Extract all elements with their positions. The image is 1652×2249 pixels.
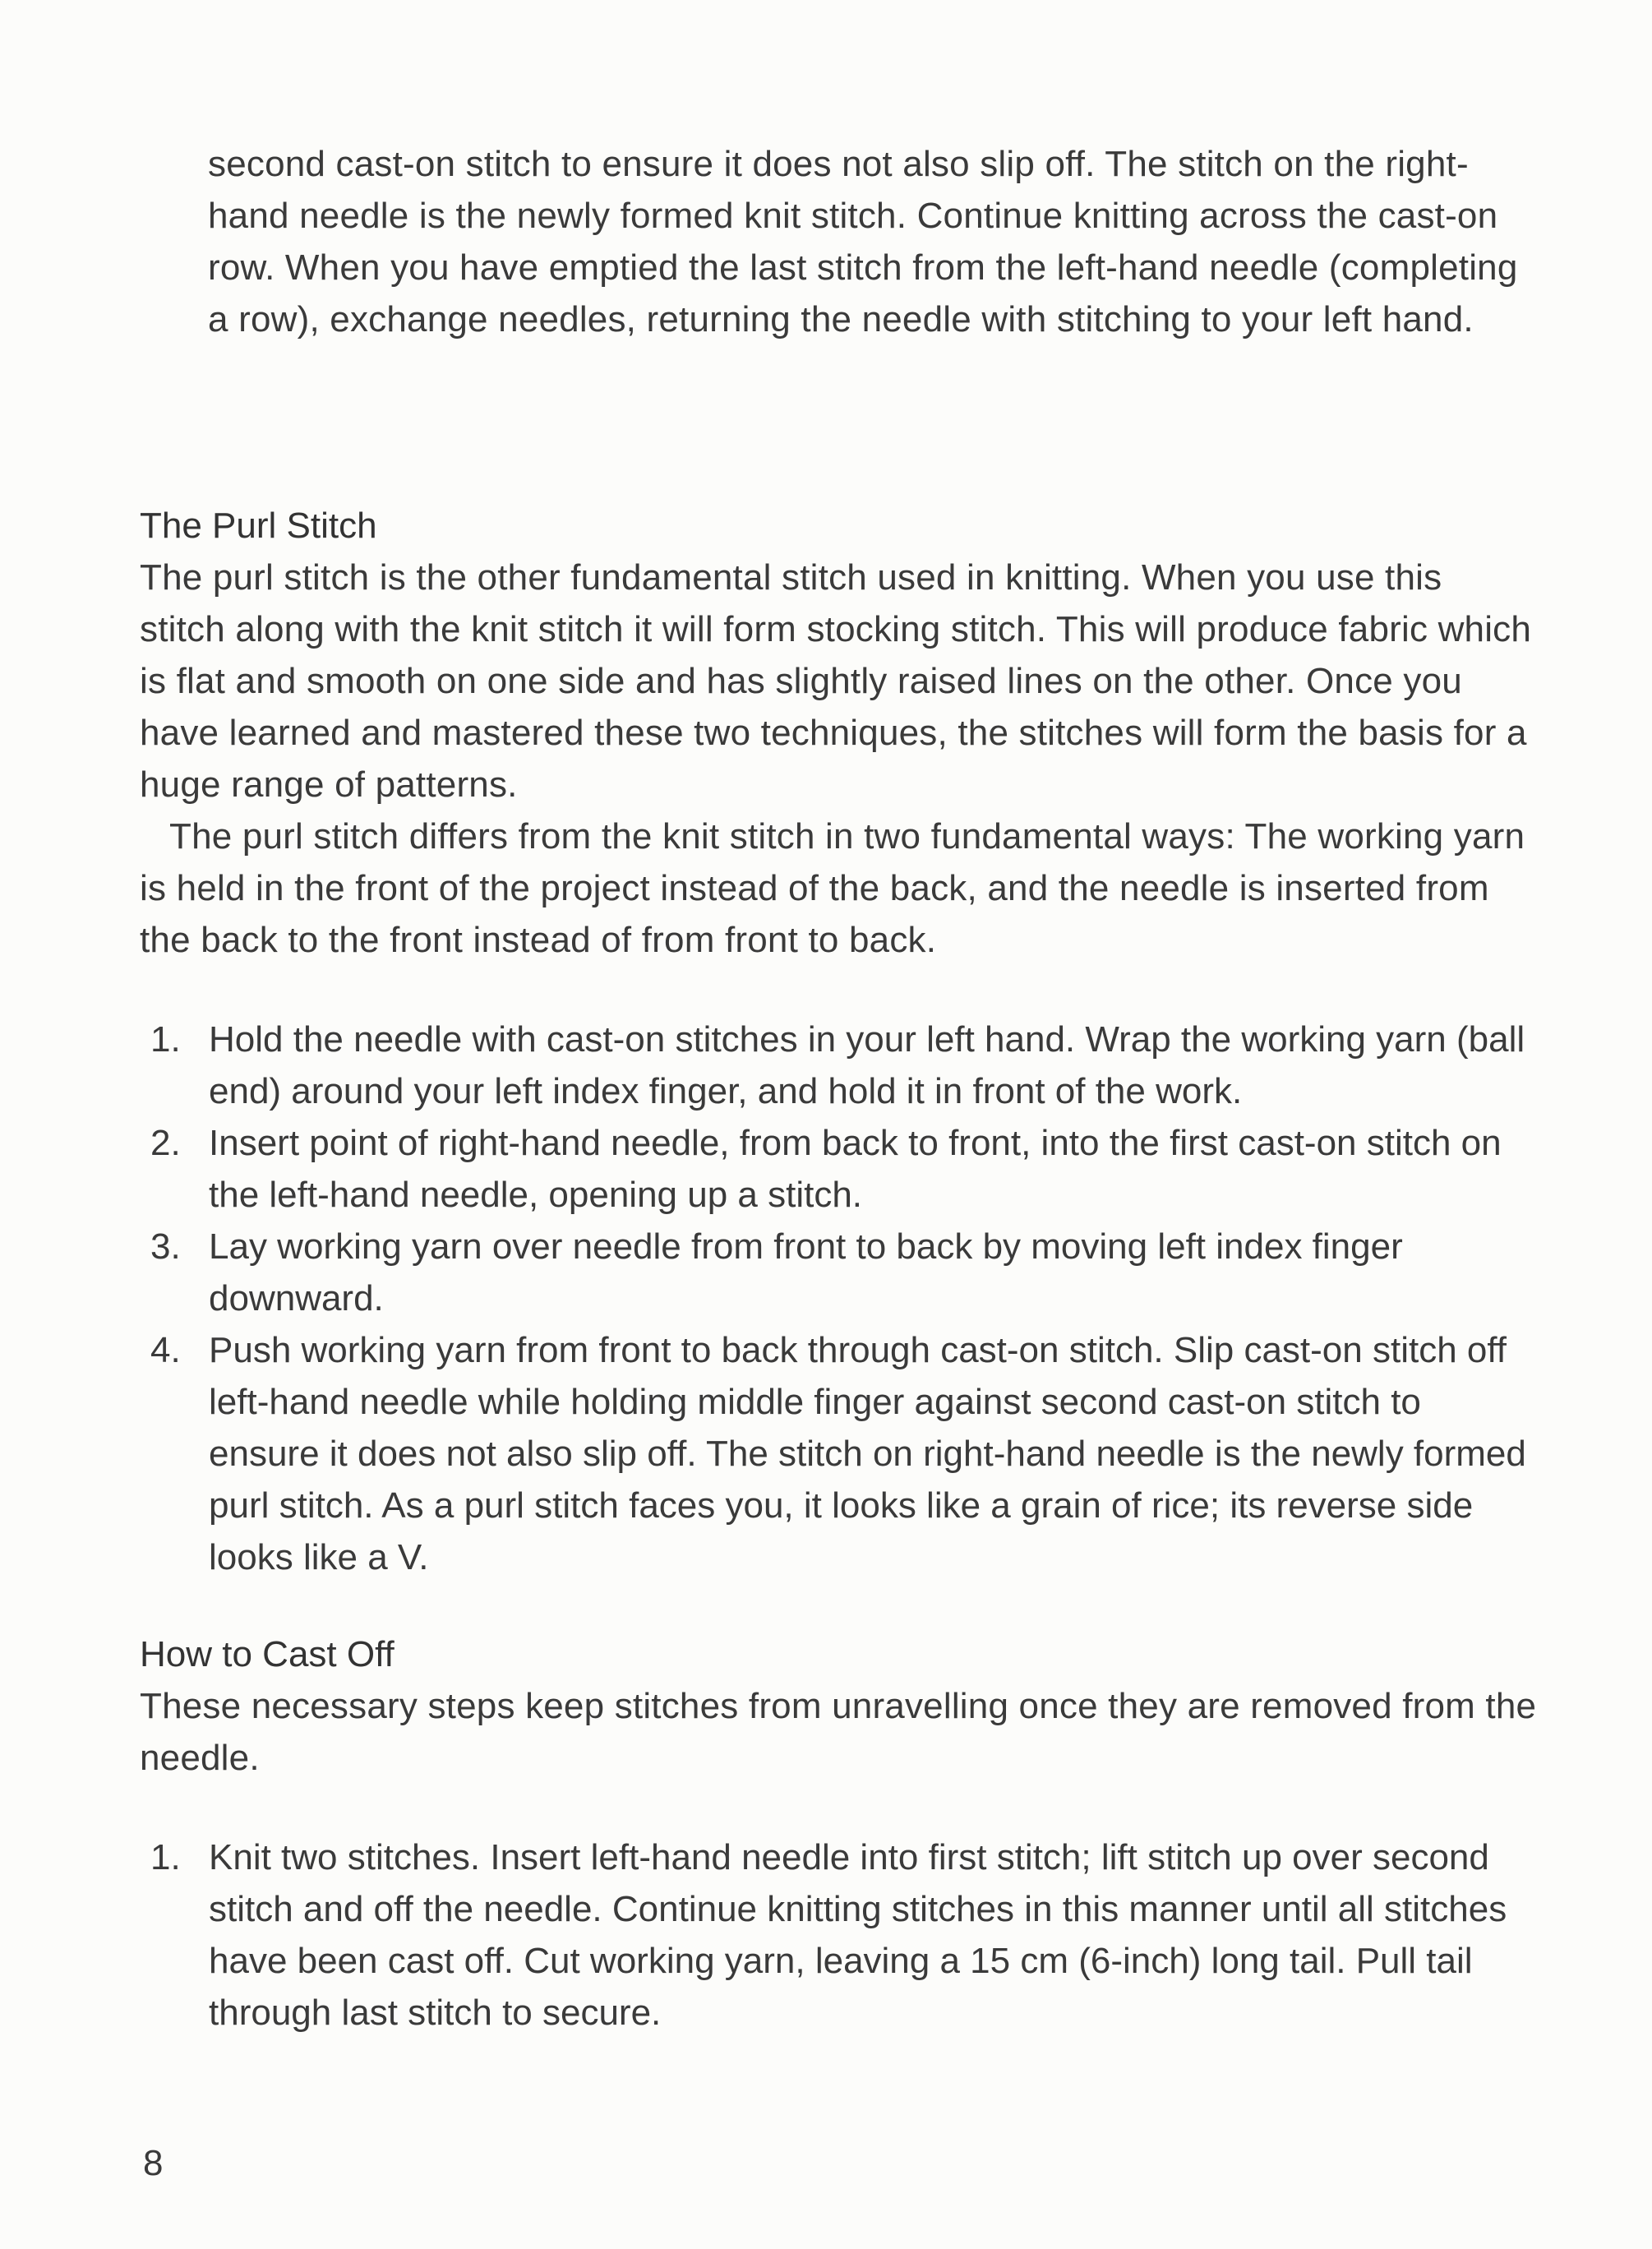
cast-off-section xyxy=(140,1628,1537,2039)
step-number: 1. xyxy=(150,1837,181,1877)
list-item xyxy=(140,1324,1537,1583)
list-item xyxy=(140,1117,1537,1221)
purl-stitch-section xyxy=(140,500,1537,1583)
step-number: 1. xyxy=(150,1019,181,1060)
purl-difference-paragraph: The purl stitch differs from the knit stitch in two fundamental ways: The working yarn is held in the front of the project instead of the back, and the needle is inserted from the back to the front instead of from front to back. xyxy=(140,816,1525,960)
step-text: Insert point of right-hand needle, from back to front, into the first cast-on stitch on the left-hand needle, opening up a stitch. xyxy=(209,1123,1502,1215)
cast-off-intro-paragraph: These necessary steps keep stitches from unravelling once they are removed from the needle. xyxy=(140,1686,1537,1778)
purl-intro-paragraph: The purl stitch is the other fundamental stitch used in knitting. When you use this stitch along with the knit stitch it will form stocking stitch. This will produce fabric which is flat and smooth on one side and has slightly raised lines on the other. Once you have learned and mastered these two techniques, the stitches will form the basis for a huge range of patterns. xyxy=(140,557,1532,805)
step-number: 2. xyxy=(150,1123,181,1163)
cast-off-steps-list xyxy=(140,1831,1537,2039)
purl-stitch-heading: The Purl Stitch xyxy=(140,506,377,546)
list-item xyxy=(140,1831,1537,2039)
continued-paragraph: second cast-on stitch to ensure it does not also slip off. The stitch on the right-hand needle is the newly formed knit stitch. Continue knitting across the cast-on row. When you have emptied the last stitch from the left-hand needle (completing a row), exchange needles, returning the needle with stitching to your left hand. xyxy=(208,144,1518,339)
step-text: Push working yarn from front to back through cast-on stitch. Slip cast-on stitch off left-hand needle while holding middle finger against second cast-on stitch to ensure it does not also slip off. The stitch on right-hand needle is the newly formed purl stitch. As a purl stitch faces you, it looks like a grain of rice; its reverse side looks like a V. xyxy=(209,1330,1526,1577)
step-text: Lay working yarn over needle from front to back by moving left index finger downward. xyxy=(209,1226,1403,1318)
cast-off-heading: How to Cast Off xyxy=(140,1634,395,1674)
step-text: Hold the needle with cast-on stitches in your left hand. Wrap the working yarn (ball end) around your left index finger, and hold it in front of the work. xyxy=(209,1019,1525,1111)
purl-steps-list xyxy=(140,1014,1537,1583)
list-item xyxy=(140,1014,1537,1117)
step-number: 3. xyxy=(150,1226,181,1267)
list-item xyxy=(140,1221,1537,1324)
page-number: 8 xyxy=(143,2143,164,2183)
step-text: Knit two stitches. Insert left-hand needle into first stitch; lift stitch up over second stitch and off the needle. Continue knitting stitches in this manner until all stitches have been cast off. Cut working yarn, leaving a 15 cm (6-inch) long tail. Pull tail through last stitch to secure. xyxy=(209,1837,1507,2033)
step-number: 4. xyxy=(150,1330,181,1370)
